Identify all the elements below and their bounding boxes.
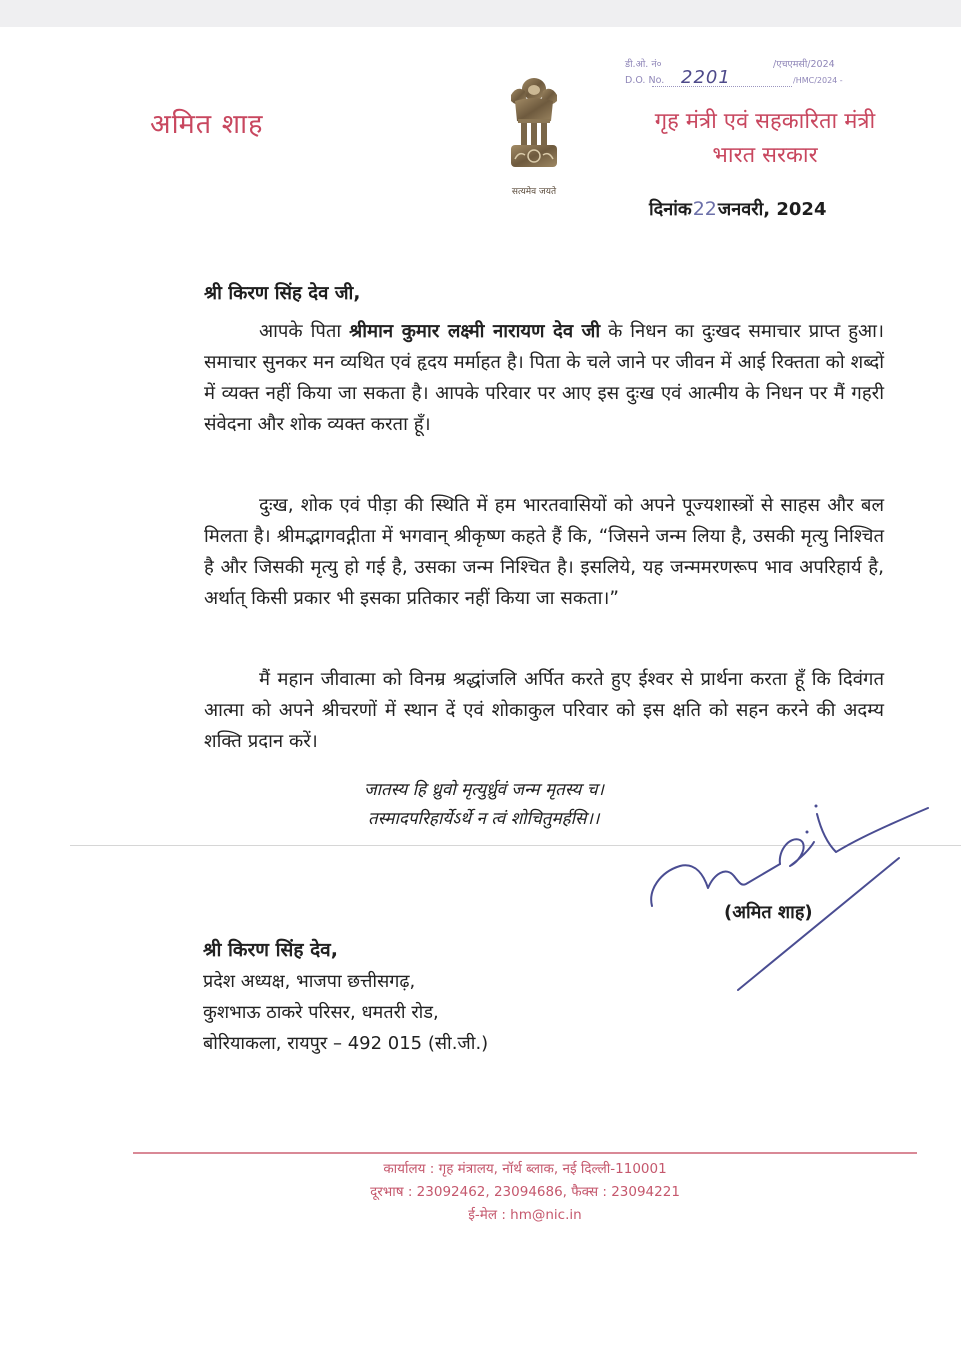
recipient-address (203, 935, 488, 1059)
paper-fold-line (70, 845, 961, 846)
do-label-english: D.O. No. (625, 75, 665, 86)
do-number: 2201 (681, 67, 731, 88)
do-suffix-english: /HMC/2024 - (793, 76, 843, 85)
office-title-line2: भारत सरकार (712, 143, 818, 168)
footer-office: कार्यालय : गृह मंत्रालय, नॉर्थ ब्लाक, नई दिल्ली-110001 (383, 1161, 667, 1177)
body-paragraph-2: दुःख, शोक एवं पीड़ा की स्थिति में हम भारतवासियों को अपने पूज्यशास्त्रों से साहस और बल मिलता है। श्रीमद्भागवद्गीता में भगवान् श्रीकृष्ण कहते हैं कि, “जिसने जन्म लिया है, उसकी मृत्यु निश्चित है और जिसकी मृत्यु हो गई है, उसका जन्म निश्चित है। इसलिये, यह जन्ममरणरूप भाव अपरिहार्य है, अर्थात् किसी प्रकार भी इसका प्रतिकार नहीं किया जा सकता।” (204, 495, 884, 609)
letter-date (649, 197, 826, 221)
signatory-name: (अमित शाह) (724, 902, 813, 923)
para1-lead: आपके पिता (259, 321, 350, 342)
gita-shloka (364, 776, 604, 834)
do-number-stamp (625, 55, 855, 89)
footer-phone: दूरभाष : 23092462, 23094686, फैक्स : 23094221 (370, 1184, 680, 1200)
shloka-line-2: तस्मादपरिहार्येऽर्थे न त्वं शोचितुमर्हसि।। (368, 809, 600, 829)
recipient-designation: प्रदेश अध्यक्ष, भाजपा छत्तीसगढ़, (203, 971, 416, 992)
letterhead-footer (133, 1158, 917, 1227)
national-emblem (492, 75, 576, 200)
deceased-name: श्रीमान कुमार लक्ष्मी नारायण देव जी (349, 321, 601, 342)
office-title (600, 105, 930, 173)
do-suffix-hindi: /एचएमसी/2024 (773, 59, 835, 70)
salutation: श्री किरण सिंह देव जी, (204, 283, 361, 304)
office-title-line1: गृह मंत्री एवं सहकारिता मंत्री (654, 109, 876, 134)
shloka-line-1: जातस्य हि ध्रुवो मृत्युर्ध्रुवं जन्म मृतस्य च। (364, 780, 604, 800)
top-band (0, 0, 961, 27)
do-label-hindi: डी.ओ. नं० (625, 59, 662, 70)
recipient-address-line: कुशभाऊ ठाकरे परिसर, धमतरी रोड, (203, 1002, 439, 1023)
body-paragraph-1 (204, 316, 884, 440)
date-day: 22 (692, 198, 717, 220)
sender-name: अमित शाह (150, 109, 264, 140)
emblem-motto: सत्यमेव जयते (511, 187, 557, 197)
recipient-city: बोरियाकला, रायपुर – 492 015 (सी.जी.) (203, 1033, 489, 1054)
date-prefix: दिनांक (649, 199, 692, 220)
body-paragraph-3: मैं महान जीवात्मा को विनम्र श्रद्धांजलि अर्पित करते हुए ईश्वर से प्रार्थना करता हूँ कि दिवंगत आत्मा को अपने श्रीचरणों में स्थान दें एवं शोकाकुल परिवार को इस क्षति को सहन करने की अदम्य शक्ति प्रदान करें। (204, 669, 884, 752)
footer-divider (133, 1152, 917, 1154)
date-month-year: जनवरी, 2024 (717, 199, 827, 220)
footer-email[interactable]: ई-मेल : hm@nic.in (468, 1207, 582, 1223)
recipient-name: श्री किरण सिंह देव, (203, 939, 338, 961)
lion-capital-icon (499, 75, 569, 183)
para1-rest: के निधन का दुःखद समाचार प्राप्त हुआ। समाचार सुनकर मन व्यथित एवं हृदय मर्माहत है। पिता के चले जाने पर जीवन में आई रिक्तता को शब्दों में व्यक्त नहीं किया जा सकता है। आपके परिवार पर आए इस दुःख एवं आत्मीय के निधन पर मैं गहरी संवेदना और शोक व्यक्त करता हूँ। (204, 321, 884, 435)
